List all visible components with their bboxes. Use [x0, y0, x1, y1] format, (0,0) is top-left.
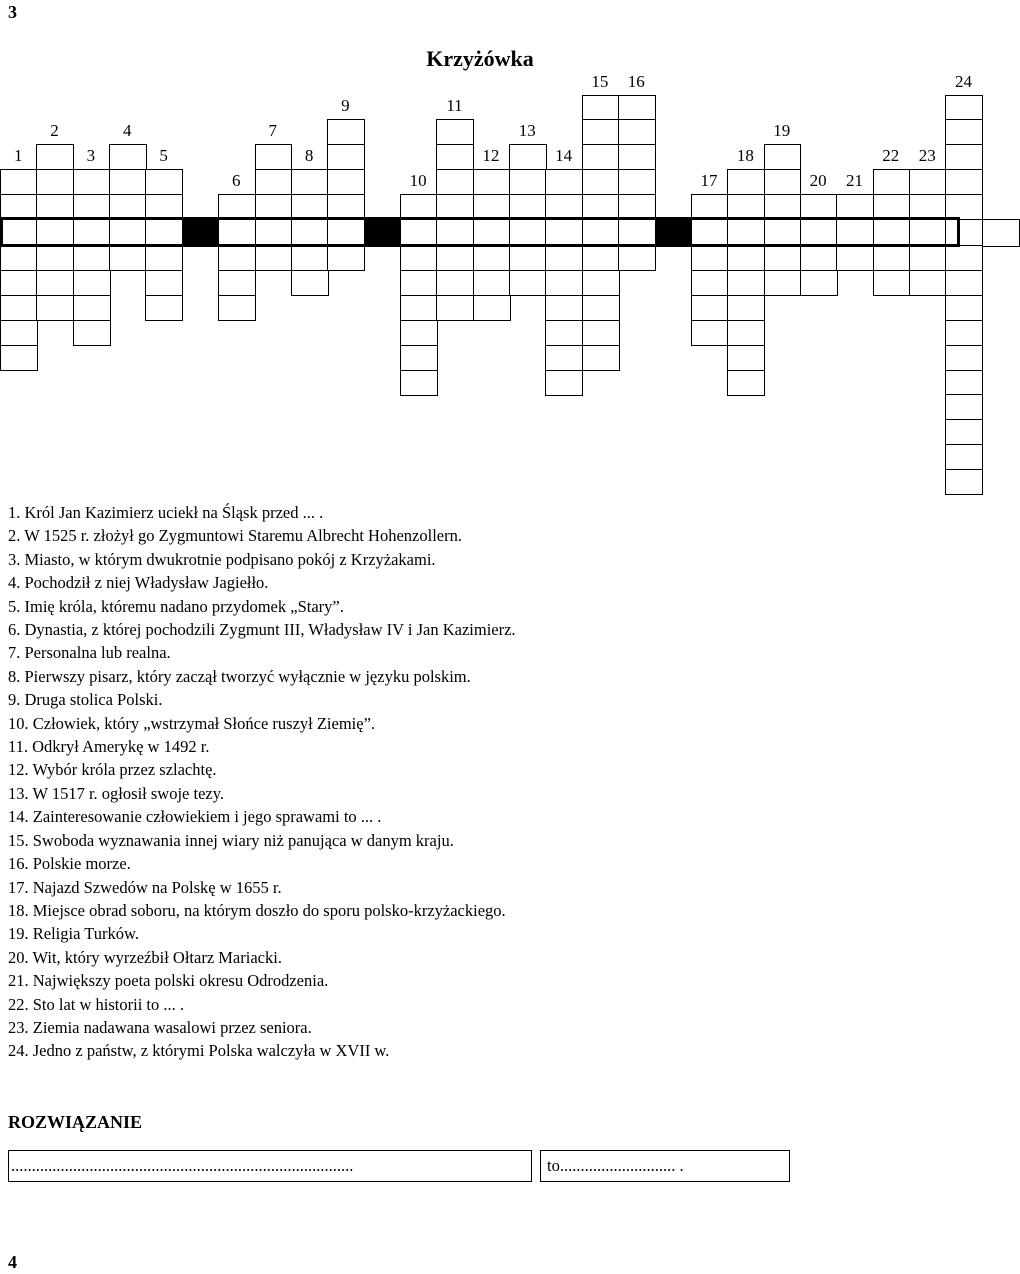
crossword-cell[interactable] [400, 245, 438, 271]
crossword-cell[interactable] [145, 245, 183, 271]
clue-number-label: 18 [736, 146, 754, 166]
crossword-cell[interactable] [291, 169, 329, 195]
crossword-cell[interactable] [945, 270, 983, 296]
crossword-cell[interactable] [473, 270, 511, 296]
crossword-cell[interactable] [145, 194, 183, 220]
crossword-cell[interactable] [945, 444, 983, 470]
clue-number-label: 3 [86, 146, 96, 166]
clue-number-label: 19 [773, 121, 791, 141]
crossword-cell[interactable] [545, 345, 583, 371]
crossword-cell[interactable] [509, 219, 547, 247]
crossword-cell[interactable] [545, 194, 583, 220]
crossword-cell[interactable] [764, 194, 802, 220]
crossword-cell[interactable] [145, 270, 183, 296]
crossword-cell[interactable] [545, 219, 583, 247]
page-number-bottom: 4 [8, 1252, 17, 1272]
crossword-cell[interactable] [545, 245, 583, 271]
crossword-cell[interactable] [109, 245, 147, 271]
clue-item: 23. Ziemia nadawana wasalowi przez seniora. [8, 1017, 312, 1037]
crossword-cell[interactable] [400, 320, 438, 346]
crossword-cell[interactable] [436, 119, 474, 145]
crossword-cell[interactable] [945, 219, 983, 247]
crossword-cell[interactable] [618, 219, 656, 247]
crossword-cell[interactable] [255, 245, 293, 271]
clue-item: 8. Pierwszy pisarz, który zaczął tworzyć wyłącznie w języku polskim. [8, 666, 471, 686]
crossword-cell[interactable] [327, 169, 365, 195]
crossword-cell[interactable] [473, 219, 511, 247]
clue-item: 13. W 1517 r. ogłosił swoje tezy. [8, 783, 225, 803]
crossword-cell[interactable] [727, 270, 765, 296]
crossword-cell[interactable] [836, 245, 874, 271]
page-number-top: 3 [8, 2, 17, 22]
crossword-cell[interactable] [145, 219, 183, 247]
crossword-cell[interactable] [291, 219, 329, 247]
clue-item: 14. Zainteresowanie człowiekiem i jego sprawami to ... . [8, 807, 382, 827]
crossword-cell[interactable] [36, 194, 74, 220]
clue-item: 18. Miejsce obrad soboru, na którym doszło do sporu polsko-krzyżackiego. [8, 900, 506, 920]
crossword-cell[interactable] [36, 245, 74, 271]
crossword-cell[interactable] [109, 219, 147, 247]
crossword-cell[interactable] [327, 144, 365, 170]
crossword-cell[interactable] [764, 270, 802, 296]
clue-number-label: 22 [882, 146, 900, 166]
clue-item: 9. Druga stolica Polski. [8, 690, 163, 710]
crossword-cell[interactable] [691, 320, 729, 346]
crossword-cell[interactable] [945, 144, 983, 170]
crossword-cell[interactable] [873, 194, 911, 220]
crossword-cell[interactable] [73, 270, 111, 296]
clue-item: 21. Największy poeta polski okresu Odrodzenia. [8, 971, 329, 991]
clue-number-label: 4 [123, 121, 132, 141]
crossword-cell[interactable] [36, 295, 74, 321]
crossword-cell[interactable] [945, 469, 983, 495]
crossword-cell[interactable] [873, 169, 911, 195]
crossword-cell[interactable] [400, 194, 438, 220]
crossword-cell[interactable] [218, 245, 256, 271]
crossword-cell[interactable] [255, 144, 293, 170]
crossword-cell[interactable] [545, 370, 583, 396]
clue-number-label: 24 [955, 71, 972, 91]
crossword-cell[interactable] [545, 295, 583, 321]
crossword-cell[interactable] [945, 345, 983, 371]
crossword-cell[interactable] [582, 95, 620, 121]
crossword-cell[interactable] [473, 245, 511, 271]
clue-number-label: 23 [918, 146, 936, 166]
crossword-cell[interactable] [618, 144, 656, 170]
crossword-cell[interactable] [73, 245, 111, 271]
crossword-cell[interactable] [0, 320, 38, 346]
black-cell [655, 219, 693, 247]
clue-item: 2. W 1525 r. złożył go Zygmuntowi Staremu Albrecht Hohenzollern. [8, 526, 462, 546]
clue-number-label: 21 [846, 171, 863, 191]
crossword-cell[interactable] [509, 144, 547, 170]
crossword-cell[interactable] [691, 245, 729, 271]
crossword-cell[interactable] [909, 194, 947, 220]
crossword-cell[interactable] [618, 119, 656, 145]
crossword-cell[interactable] [582, 320, 620, 346]
crossword-cell[interactable] [691, 194, 729, 220]
crossword-cell[interactable] [909, 270, 947, 296]
crossword-cell[interactable] [36, 144, 74, 170]
clue-number-label: 14 [555, 146, 573, 166]
crossword-cell[interactable] [800, 270, 838, 296]
crossword-cell[interactable] [836, 194, 874, 220]
crossword-cell[interactable] [0, 245, 38, 271]
crossword-cell[interactable] [436, 245, 474, 271]
crossword-cell[interactable] [473, 169, 511, 195]
crossword-cell[interactable] [400, 370, 438, 396]
crossword-cell[interactable] [945, 320, 983, 346]
crossword-cell[interactable] [0, 194, 38, 220]
clue-item: 5. Imię króla, któremu nadano przydomek „Stary”. [8, 596, 344, 616]
crossword-cell[interactable] [945, 295, 983, 321]
crossword-grid [0, 0, 972, 500]
crossword-cell[interactable] [109, 194, 147, 220]
clue-item: 6. Dynastia, z której pochodzili Zygmunt III, Władysław IV i Jan Kazimierz. [8, 620, 516, 640]
crossword-cell[interactable] [545, 270, 583, 296]
crossword-cell[interactable] [218, 194, 256, 220]
crossword-cell[interactable] [473, 295, 511, 321]
clue-number-label: 16 [627, 71, 645, 91]
crossword-cell[interactable] [400, 345, 438, 371]
crossword-cell[interactable] [218, 219, 256, 247]
crossword-cell[interactable] [73, 194, 111, 220]
crossword-cell[interactable] [545, 169, 583, 195]
page-title: Krzyżówka [426, 46, 534, 71]
crossword-cell[interactable] [327, 119, 365, 145]
clue-number-label: 5 [159, 146, 168, 166]
crossword-cell[interactable] [727, 169, 765, 195]
clue-number-label: 10 [409, 171, 427, 191]
clue-number-label: 1 [13, 146, 23, 166]
crossword-cell[interactable] [0, 219, 38, 247]
crossword-cell[interactable] [582, 219, 620, 247]
crossword-cell[interactable] [327, 219, 365, 247]
crossword-cell[interactable] [0, 169, 38, 195]
crossword-cell[interactable] [691, 219, 729, 247]
crossword-cell[interactable] [73, 320, 111, 346]
clue-number-label: 6 [232, 171, 241, 191]
crossword-cell[interactable] [73, 219, 111, 247]
crossword-cell[interactable] [727, 370, 765, 396]
crossword-cell[interactable] [291, 270, 329, 296]
crossword-cell[interactable] [473, 194, 511, 220]
crossword-cell[interactable] [800, 219, 838, 247]
crossword-cell[interactable] [764, 144, 802, 170]
clue-number-label: 17 [700, 171, 718, 191]
crossword-cell[interactable] [436, 169, 474, 195]
crossword-cell[interactable] [400, 295, 438, 321]
crossword-cell[interactable] [727, 219, 765, 247]
crossword-cell[interactable] [436, 194, 474, 220]
crossword-cell[interactable] [618, 194, 656, 220]
clue-item: 4. Pochodził z niej Władysław Jagiełło. [8, 573, 269, 593]
crossword-cell[interactable] [327, 245, 365, 271]
crossword-cell[interactable] [73, 169, 111, 195]
crossword-cell[interactable] [436, 295, 474, 321]
crossword-cell[interactable] [291, 194, 329, 220]
clue-number-label: 13 [518, 121, 536, 141]
clue-item: 1. Król Jan Kazimierz uciekł na Śląsk przed ... . [8, 503, 324, 522]
crossword-cell[interactable] [727, 245, 765, 271]
crossword-cell[interactable] [582, 270, 620, 296]
crossword-cell[interactable] [945, 194, 983, 220]
crossword-cell[interactable] [582, 245, 620, 271]
crossword-cell[interactable] [764, 169, 802, 195]
crossword-cell[interactable] [691, 295, 729, 321]
clue-number-label: 20 [809, 171, 827, 191]
crossword-cell[interactable] [727, 295, 765, 321]
crossword-cell[interactable] [982, 219, 1020, 247]
crossword-cell[interactable] [545, 320, 583, 346]
crossword-cell[interactable] [909, 245, 947, 271]
crossword-cell[interactable] [218, 270, 256, 296]
crossword-cell[interactable] [764, 219, 802, 247]
crossword-cell[interactable] [582, 345, 620, 371]
crossword-cell[interactable] [691, 270, 729, 296]
black-cell [182, 219, 220, 247]
crossword-cell[interactable] [109, 144, 147, 170]
crossword-cell[interactable] [436, 219, 474, 247]
solution-label: ROZWIĄZANIE [8, 1112, 143, 1132]
crossword-cell[interactable] [255, 169, 293, 195]
crossword-cell[interactable] [727, 194, 765, 220]
crossword-cell[interactable] [727, 320, 765, 346]
crossword-cell[interactable] [873, 270, 911, 296]
clue-number-label: 2 [50, 121, 59, 141]
crossword-cell[interactable] [909, 169, 947, 195]
crossword-cell[interactable] [945, 119, 983, 145]
clue-item: 22. Sto lat w historii to ... . [8, 994, 185, 1014]
crossword-cell[interactable] [945, 419, 983, 445]
crossword-cell[interactable] [109, 169, 147, 195]
black-cell [364, 219, 402, 247]
crossword-cell[interactable] [291, 245, 329, 271]
crossword-cell[interactable] [945, 394, 983, 420]
clue-item: 20. Wit, który wyrzeźbił Ołtarz Mariacki. [8, 947, 282, 967]
crossword-cell[interactable] [73, 295, 111, 321]
crossword-cell[interactable] [255, 194, 293, 220]
crossword-cell[interactable] [582, 144, 620, 170]
crossword-cell[interactable] [509, 245, 547, 271]
crossword-cell[interactable] [618, 169, 656, 195]
crossword-cell[interactable] [509, 194, 547, 220]
clue-number-label: 9 [341, 96, 350, 116]
crossword-cell[interactable] [618, 95, 656, 121]
crossword-cell[interactable] [800, 245, 838, 271]
crossword-cell[interactable] [873, 219, 911, 247]
crossword-cell[interactable] [255, 219, 293, 247]
crossword-cell[interactable] [0, 345, 38, 371]
crossword-cell[interactable] [582, 194, 620, 220]
clue-item: 16. Polskie morze. [8, 854, 131, 874]
crossword-cell[interactable] [436, 270, 474, 296]
crossword-cell[interactable] [727, 345, 765, 371]
crossword-cell[interactable] [327, 194, 365, 220]
crossword-cell[interactable] [36, 270, 74, 296]
crossword-cell[interactable] [145, 295, 183, 321]
crossword-cell[interactable] [909, 219, 947, 247]
crossword-cell[interactable] [618, 245, 656, 271]
crossword-cell[interactable] [945, 370, 983, 396]
clue-item: 19. Religia Turków. [8, 924, 139, 944]
crossword-cell[interactable] [400, 219, 438, 247]
crossword-cell[interactable] [436, 144, 474, 170]
clue-number-label: 7 [268, 121, 277, 141]
clue-number-label: 8 [304, 146, 314, 166]
crossword-cell[interactable] [36, 169, 74, 195]
crossword-cell[interactable] [945, 245, 983, 271]
crossword-cell[interactable] [764, 245, 802, 271]
clue-number-label: 12 [482, 146, 500, 166]
crossword-cell[interactable] [0, 270, 38, 296]
clue-number-label: 15 [591, 71, 609, 91]
clue-item: 11. Odkrył Amerykę w 1492 r. [8, 737, 210, 757]
crossword-cell[interactable] [400, 270, 438, 296]
crossword-cell[interactable] [36, 219, 74, 247]
crossword-cell[interactable] [582, 119, 620, 145]
clue-item: 7. Personalna lub realna. [8, 643, 171, 663]
crossword-cell[interactable] [582, 169, 620, 195]
clue-item: 12. Wybór króla przez szlachtę. [8, 760, 217, 780]
crossword-cell[interactable] [0, 295, 38, 321]
crossword-cell[interactable] [509, 169, 547, 195]
solution-first-field[interactable]: ................................................................................... [8, 1150, 532, 1182]
clue-item: 15. Swoboda wyznawania innej wiary niż panująca w danym kraju. [8, 830, 454, 850]
clue-item: 10. Człowiek, który „wstrzymał Słońce ruszył Ziemię”. [8, 713, 376, 733]
crossword-cell[interactable] [945, 169, 983, 195]
clue-list [8, 501, 516, 1063]
crossword-cell[interactable] [509, 270, 547, 296]
clue-item: 3. Miasto, w którym dwukrotnie podpisano pokój z Krzyżakami. [8, 549, 436, 569]
solution-second-field[interactable]: to............................ . [540, 1150, 790, 1182]
crossword-cell[interactable] [873, 245, 911, 271]
clue-item: 24. Jedno z państw, z którymi Polska walczyła w XVII w. [8, 1041, 390, 1061]
crossword-cell[interactable] [945, 95, 983, 121]
clue-number-label: 11 [446, 96, 463, 116]
crossword-cell[interactable] [145, 169, 183, 195]
crossword-cell[interactable] [218, 295, 256, 321]
crossword-cell[interactable] [836, 219, 874, 247]
clue-item: 17. Najazd Szwedów na Polskę w 1655 r. [8, 877, 282, 897]
crossword-cell[interactable] [800, 194, 838, 220]
crossword-cell[interactable] [582, 295, 620, 321]
